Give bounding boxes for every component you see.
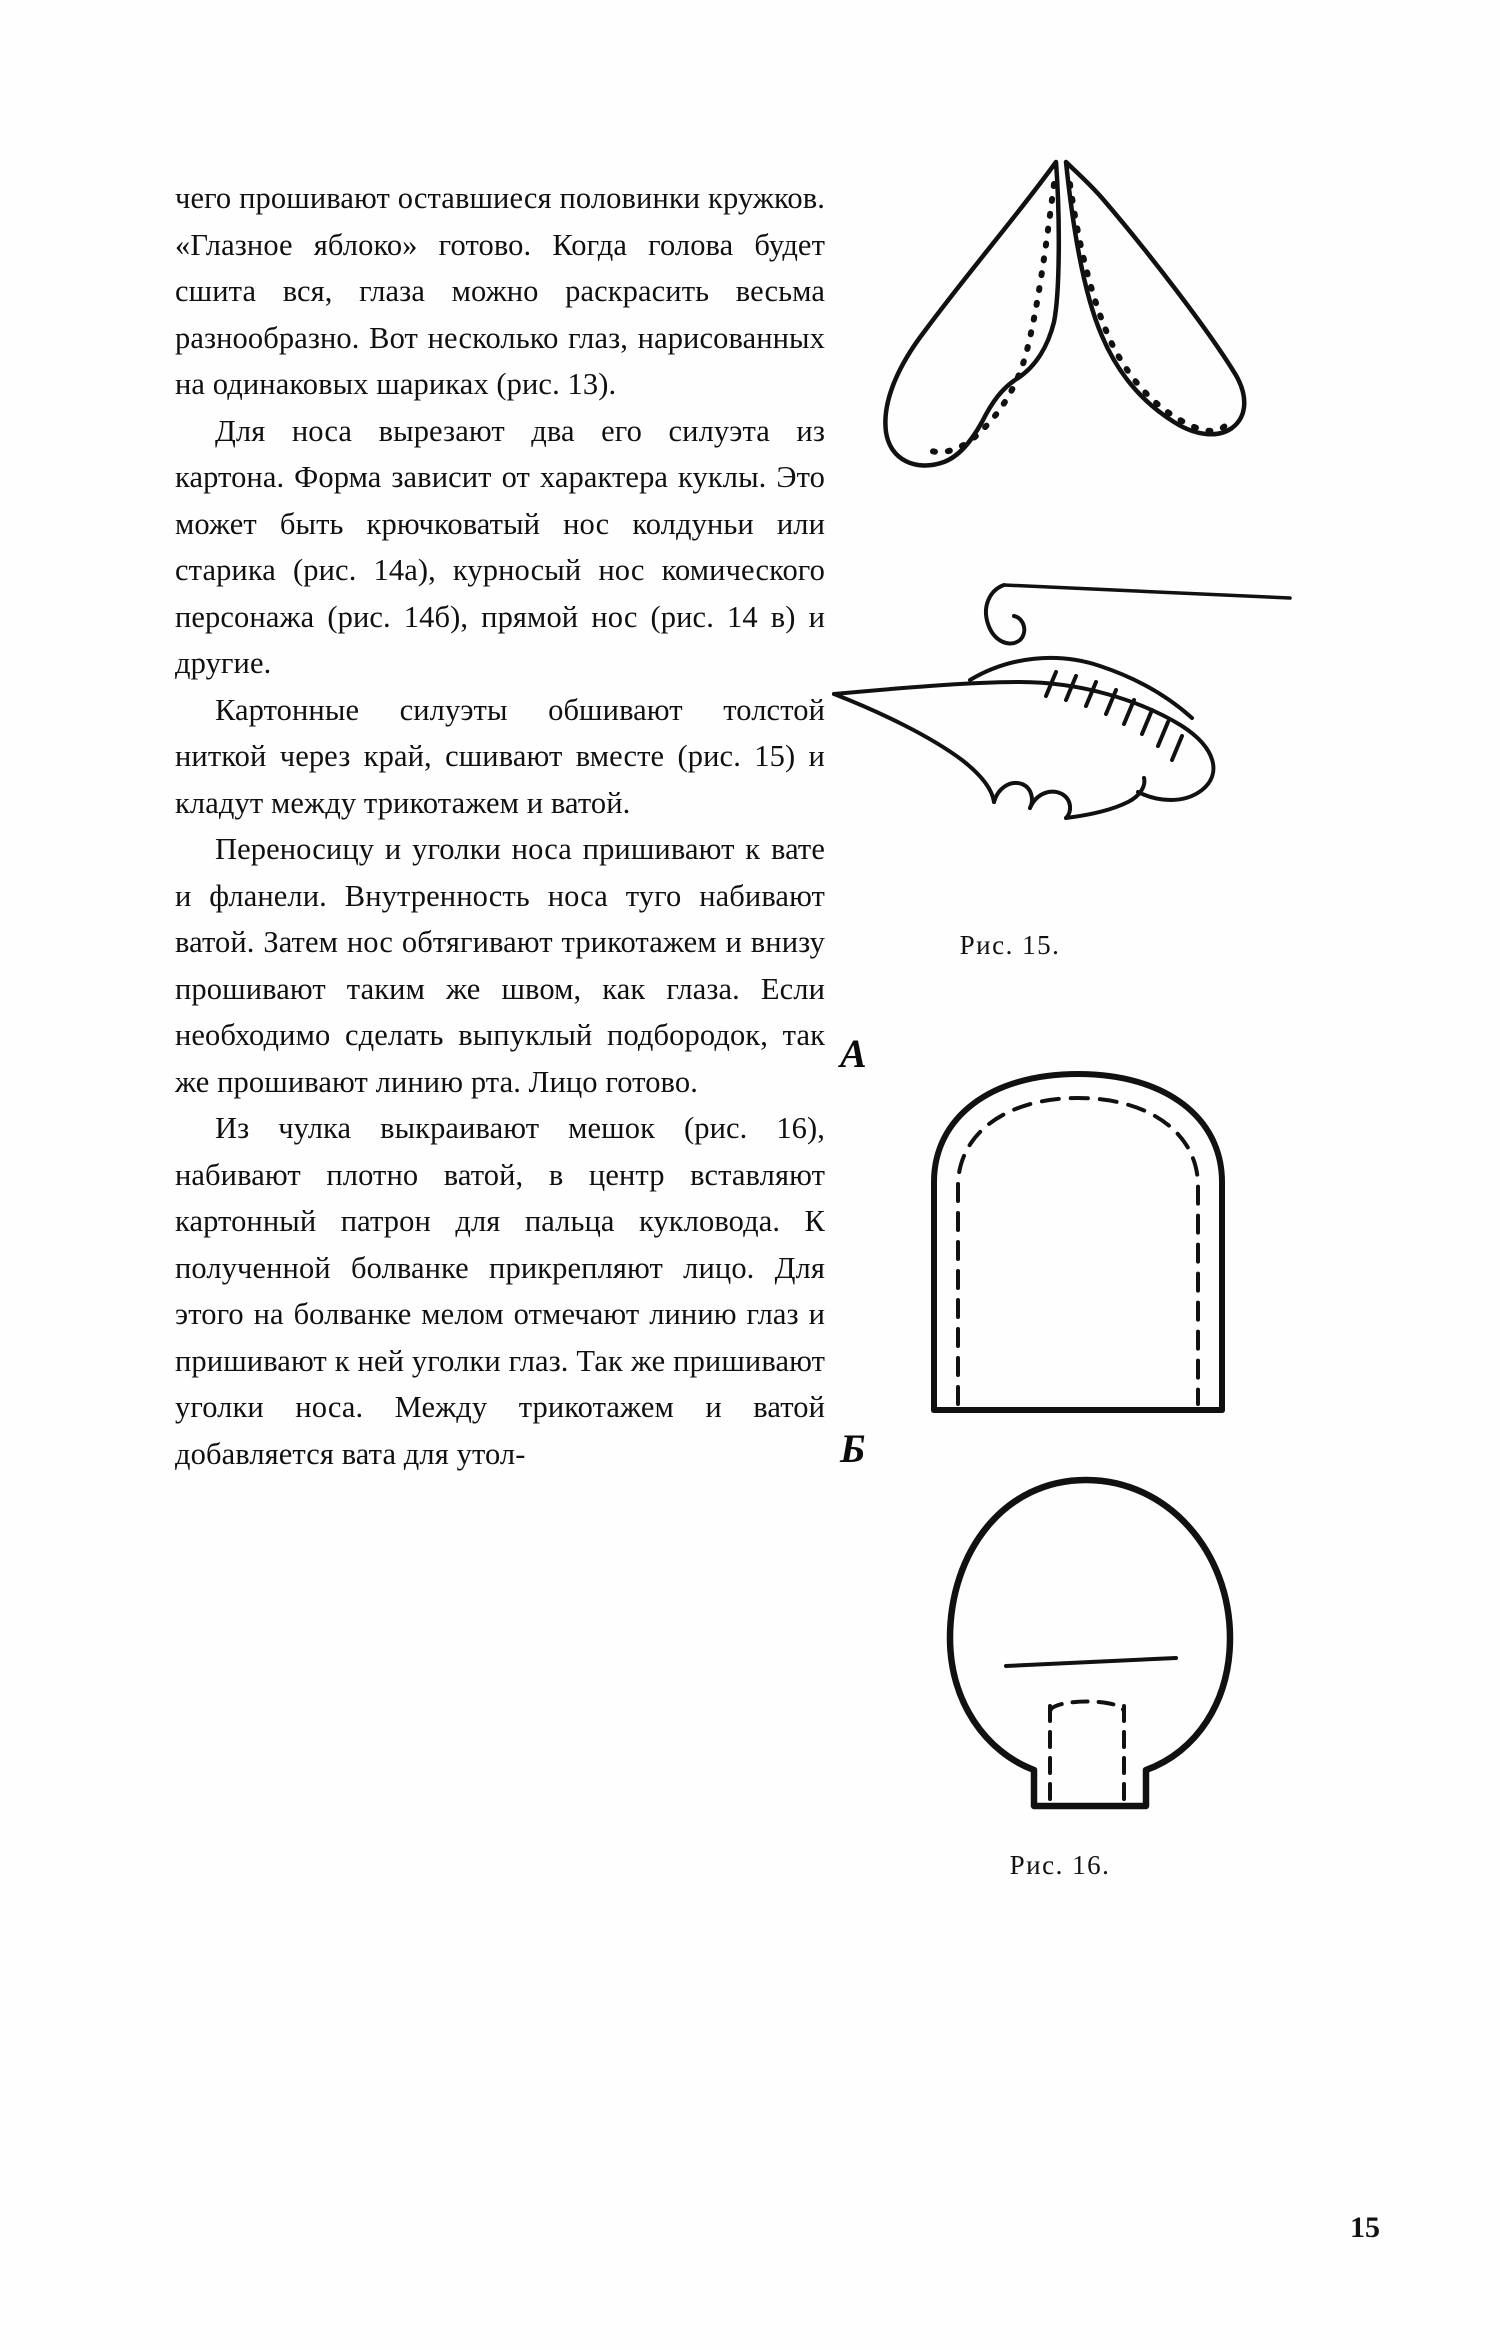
- paragraph-4: Переносицу и уголки носа пришивают к вате и фланели. Внутренность носа туго набивают ватой. Затем нос обтягивают трикотажем и внизу прошивают таким же швом, как глаза. Если необходимо сделать выпуклый подбородок, так же прошивают линию рта. Лицо готово.: [175, 832, 825, 1099]
- figure-15-caption: Рис. 15.: [959, 930, 1061, 960]
- figure-16-panel-a-label: А: [840, 1031, 867, 1076]
- figure-16-panel-b-drawing: [910, 1470, 1270, 1870]
- figure-15-nose-needle-detail: [820, 550, 1380, 900]
- paragraph-5: Из чулка выкраивают мешок (рис. 16), набивают плотно ватой, в центр вставляют картонный патрон для пальца кукловода. К полученной болванке прикрепляют лицо. Для этого на болванке мелом отмечают линию глаз и пришивают к ней уголки глаз. Так же пришивают уголки носа. Между трикотажем и ватой добавляется вата для утол-: [175, 1111, 825, 1471]
- figure-16-panel-b-label: Б: [840, 1426, 866, 1471]
- paragraph-2: Для носа вырезают два его силуэта из картона. Форма зависит от характера куклы. Это может быть крючковатый нос колдуньи или старика (рис. 14а), курносый нос комического персонажа (рис. 14б), прямой нос (рис. 14 в) и другие.: [175, 413, 825, 680]
- body-text-column: [175, 175, 825, 1477]
- figure-15-nose-silhouettes: [820, 150, 1380, 570]
- figure-16-panel-a-drawing: [910, 1060, 1270, 1430]
- paragraph-1: чего прошивают оставшиеся половинки кружков. «Глазное яблоко» готово. Когда голова будет сшита вся, глаза можно раскрасить весьма разнообразно. Вот несколько глаз, нарисованных на одинаковых шариках (рис. 13).: [175, 181, 825, 401]
- page-number: 15: [1350, 2211, 1380, 2244]
- paragraph-3: Картонные силуэты обшивают толстой ниткой через край, сшивают вместе (рис. 15) и кладут между трикотажем и ватой.: [175, 692, 825, 820]
- figure-16-caption: Рис. 16.: [1009, 1850, 1111, 1880]
